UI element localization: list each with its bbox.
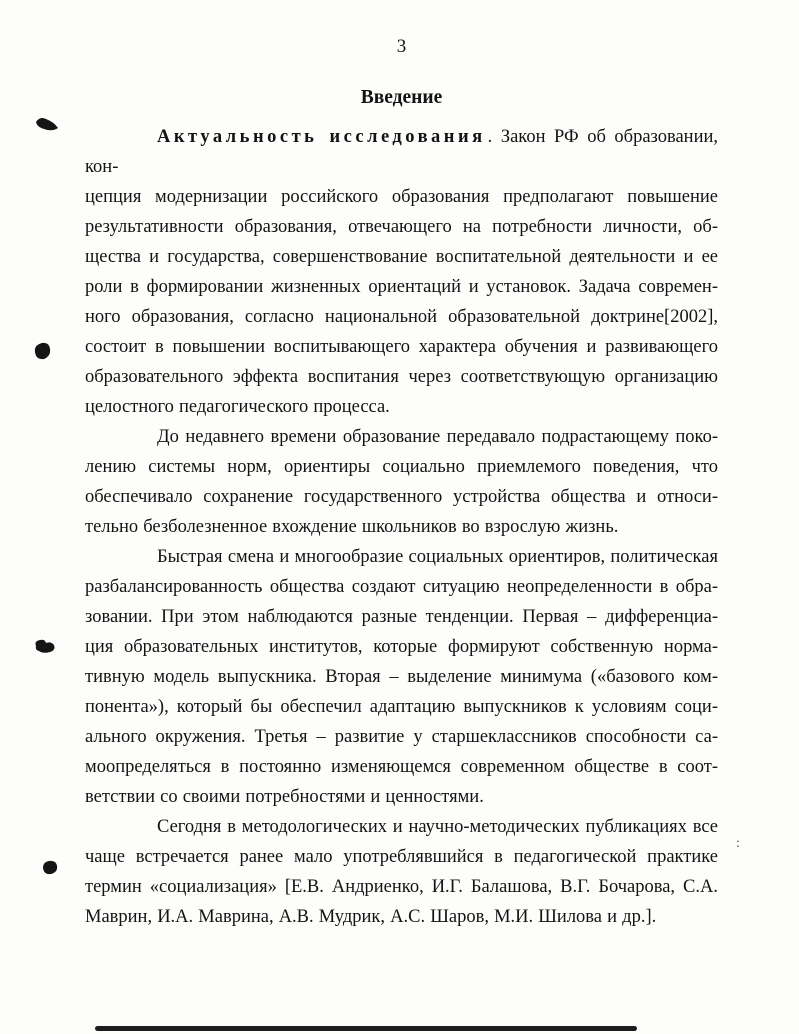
- section-heading: Введение: [360, 87, 443, 108]
- text-line: чаще встречается ранее мало употреблявшийся в педагогической практике: [85, 847, 718, 867]
- paragraph-lead: Актуальность исследования: [157, 127, 486, 147]
- text-line: разбалансированность общества создают ситуацию неопределенности в обра-: [85, 577, 718, 597]
- text-line: ального окружения. Третья – развитие у старшеклассников способности са-: [85, 727, 718, 747]
- text-line: Сегодня в методологических и научно-методических публикациях все: [157, 817, 718, 837]
- paragraphs: [85, 122, 718, 932]
- text-line: образовательного эффекта воспитания через соответствующую организацию: [85, 367, 718, 387]
- text-line: щества и государства, совершенствование воспитательной деятельности и ее: [85, 247, 718, 267]
- text-line: цепция модернизации российского образования предполагают повышение: [85, 187, 718, 207]
- text-line: зовании. При этом наблюдаются разные тенденции. Первая – дифференциа-: [85, 607, 718, 627]
- text-line: термин «социализация» [Е.В. Андриенко, И.Г. Балашова, В.Г. Бочарова, С.А.: [85, 877, 718, 897]
- scan-artifact-line: [95, 1026, 637, 1031]
- text-line: обеспечивало сохранение государственного устройства общества и относи-: [85, 487, 718, 507]
- text-line: Актуальность исследования . Закон РФ об образовании, кон-: [85, 127, 719, 177]
- text-line: результативности образования, отвечающего на потребности личности, об-: [85, 217, 718, 237]
- text-line: ция образовательных институтов, которые формируют собственную норма-: [85, 637, 718, 657]
- text-line: До недавнего времени образование передавало подрастающему поко-: [157, 427, 718, 447]
- ink-blot-icon: [34, 342, 52, 362]
- paragraph: [85, 122, 718, 422]
- ink-blot-icon: [33, 638, 57, 655]
- text-block: [85, 36, 718, 932]
- text-line: состоит в повышении воспитывающего характера обучения и развивающего: [85, 337, 718, 357]
- text-line: роли в формировании жизненных ориентаций и установок. Задача современ-: [85, 277, 718, 297]
- text-line: целостного педагогического процесса.: [85, 397, 390, 417]
- paragraph: [85, 542, 718, 812]
- text-line: понента»), который бы обеспечил адаптацию выпускников к условиям соци-: [85, 697, 718, 717]
- page-number: 3: [396, 36, 407, 57]
- ink-blot-icon: [34, 116, 60, 134]
- paragraph: [85, 812, 718, 932]
- text-line: ного образования, согласно национальной образовательной доктрине[2002],: [85, 307, 718, 327]
- text-line: Быстрая смена и многообразие социальных ориентиров, политическая: [157, 547, 718, 567]
- text-line: тельно безболезненное вхождение школьников во взрослую жизнь.: [85, 517, 619, 537]
- text-line: тивную модель выпускника. Вторая – выделение минимума («базового ком-: [85, 667, 718, 687]
- text-line: Маврин, И.А. Маврина, А.В. Мудрик, А.С. Шаров, М.И. Шилова и др.].: [85, 907, 657, 927]
- text-line: моопределяться в постоянно изменяющемся современном обществе в соот-: [85, 757, 718, 777]
- paragraph: [85, 422, 718, 542]
- ink-blot-icon: [42, 860, 58, 875]
- text-line: ветствии со своими потребностями и ценностями.: [85, 787, 484, 807]
- scan-speck: :: [736, 836, 740, 851]
- text-line: лению системы норм, ориентиры социально приемлемого поведения, что: [85, 457, 718, 477]
